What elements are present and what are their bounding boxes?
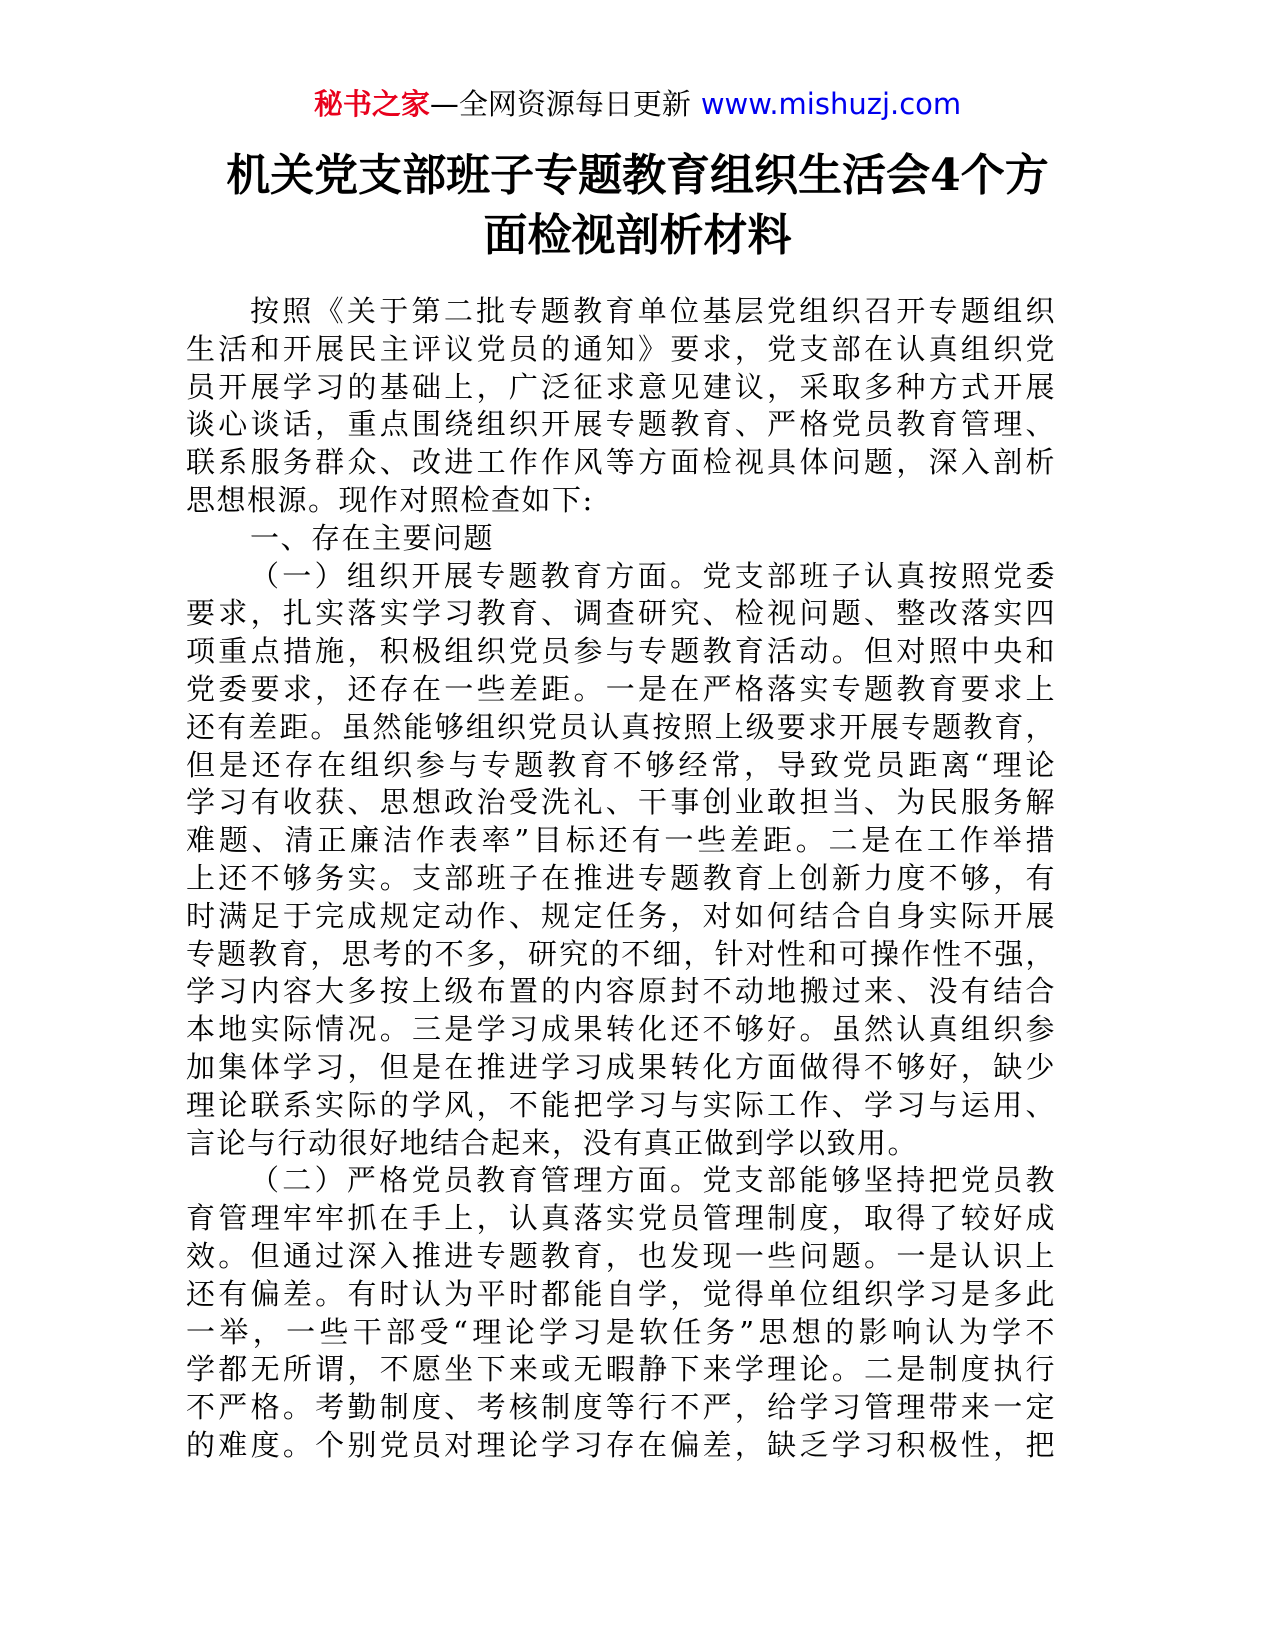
header-tagline: —全网资源每日更新 xyxy=(429,87,691,121)
body-line: （二）严格党员教育管理方面。党支部能够坚持把党员教 xyxy=(250,1163,1056,1198)
site-header xyxy=(0,86,1275,122)
title-line-2: 面检视剖析材料 xyxy=(483,210,792,261)
body-line: 的难度。个别党员对理论学习存在偏差，缺乏学习积极性，把 xyxy=(186,1427,1056,1462)
body-line: 学都无所谓，不愿坐下来或无暇静下来学理论。二是制度执行 xyxy=(186,1352,1056,1387)
body-line: 学习内容大多按上级布置的内容原封不动地搬过来、没有结合 xyxy=(186,974,1056,1009)
body-line: 按照《关于第二批专题教育单位基层党组织召开专题组织 xyxy=(250,294,1056,328)
document-title xyxy=(150,146,1125,266)
body-line: （一）组织开展专题教育方面。党支部班子认真按照党委 xyxy=(250,558,1056,593)
body-line: 学习有收获、思想政治受洗礼、干事创业敢担当、为民服务解 xyxy=(186,785,1056,820)
body-line: 党委要求，还存在一些差距。一是在严格落实专题教育要求上 xyxy=(186,671,1056,706)
document-body xyxy=(186,293,1056,1465)
body-line: 但是还存在组织参与专题教育不够经常，导致党员距离“理论 xyxy=(186,747,1056,782)
body-line: 思想根源。现作对照检查如下: xyxy=(186,482,594,517)
body-line: 言论与行动很好地结合起来，没有真正做到学以致用。 xyxy=(186,1125,919,1160)
body-line: 还有偏差。有时认为平时都能自学，觉得单位组织学习是多此 xyxy=(186,1276,1056,1311)
body-line: 联系服务群众、改进工作作风等方面检视具体问题，深入剖析 xyxy=(186,445,1056,480)
body-line: 一举，一些干部受“理论学习是软任务”思想的影响认为学不 xyxy=(186,1314,1056,1349)
title-line-1: 机关党支部班子专题教育组织生活会4个方 xyxy=(226,150,1049,201)
body-line: 还有差距。虽然能够组织党员认真按照上级要求开展专题教育， xyxy=(186,709,1056,744)
section-heading: 一、存在主要问题 xyxy=(250,520,495,555)
body-line: 难题、清正廉洁作表率”目标还有一些差距。二是在工作举措 xyxy=(186,823,1056,858)
body-line: 生活和开展民主评议党员的通知》要求，党支部在认真组织党 xyxy=(186,331,1056,366)
body-line: 本地实际情况。三是学习成果转化还不够好。虽然认真组织参 xyxy=(186,1012,1056,1047)
site-url-link[interactable]: www.mishuzj.com xyxy=(700,87,962,121)
body-line: 不严格。考勤制度、考核制度等行不严，给学习管理带来一定 xyxy=(186,1390,1056,1425)
body-line: 加集体学习，但是在推进学习成果转化方面做得不够好，缺少 xyxy=(186,1049,1056,1084)
body-line: 项重点措施，积极组织党员参与专题教育活动。但对照中央和 xyxy=(186,634,1056,669)
body-line: 时满足于完成规定动作、规定任务，对如何结合自身实际开展 xyxy=(186,898,1056,933)
body-line: 上还不够务实。支部班子在推进专题教育上创新力度不够，有 xyxy=(186,860,1056,895)
body-line: 效。但通过深入推进专题教育，也发现一些问题。一是认识上 xyxy=(186,1238,1056,1273)
body-line: 员开展学习的基础上，广泛征求意见建议，采取多种方式开展 xyxy=(186,369,1056,404)
body-line: 谈心谈话，重点围绕组织开展专题教育、严格党员教育管理、 xyxy=(186,407,1056,442)
body-line: 理论联系实际的学风，不能把学习与实际工作、学习与运用、 xyxy=(186,1087,1056,1122)
body-line: 专题教育，思考的不多，研究的不细，针对性和可操作性不强， xyxy=(186,936,1056,971)
body-line: 育管理牢牢抓在手上，认真落实党员管理制度，取得了较好成 xyxy=(186,1201,1056,1236)
brand-name: 秘书之家 xyxy=(313,87,430,121)
body-line: 要求，扎实落实学习教育、调查研究、检视问题、整改落实四 xyxy=(186,596,1056,631)
